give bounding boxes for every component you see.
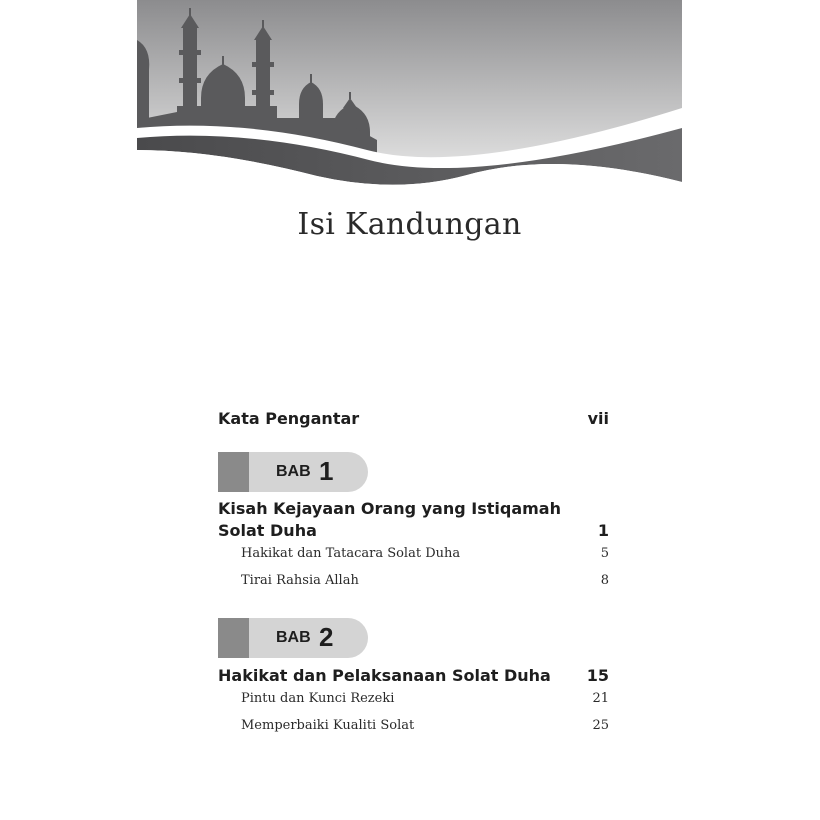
badge-bar <box>218 452 249 492</box>
badge-number: 1 <box>319 456 334 486</box>
badge-pill <box>249 452 368 492</box>
toc-entry-label: Pintu dan Kunci Rezeki <box>241 691 395 706</box>
toc-entry-label: Kisah Kejayaan Orang yang Istiqamah <box>218 499 561 518</box>
chapter-badge-1 <box>218 452 368 492</box>
toc-entry-label: Hakikat dan Pelaksanaan Solat Duha <box>218 666 551 685</box>
toc-entry-label: Solat Duha <box>218 521 317 540</box>
toc-entry-page: 8 <box>600 573 609 588</box>
badge-bar <box>218 618 249 658</box>
toc-section-2-2[interactable] <box>218 717 609 735</box>
toc-entry-label: Hakikat dan Tatacara Solat Duha <box>241 546 461 561</box>
toc-entry-page: vii <box>587 409 609 428</box>
book-page <box>137 0 682 820</box>
toc-section-1-2[interactable] <box>218 572 609 590</box>
toc-entry-page: 21 <box>592 691 609 706</box>
toc-entry-page: 1 <box>597 521 609 540</box>
toc-chapter-2-title[interactable] <box>218 665 609 686</box>
toc-entry-label: Tirai Rahsia Allah <box>241 573 359 588</box>
toc-entry-page: 25 <box>592 718 609 733</box>
badge-word: BAB <box>276 463 311 480</box>
toc-section-1-1[interactable] <box>218 545 609 563</box>
badge-pill <box>249 618 368 658</box>
badge-word: BAB <box>276 629 311 646</box>
toc-chapter-1-title-line2[interactable] <box>218 520 609 541</box>
page-title: Isi Kandungan <box>297 207 522 242</box>
toc-entry-label: Memperbaiki Kualiti Solat <box>241 718 415 733</box>
toc-chapter-1-title-line1[interactable] <box>218 498 609 519</box>
chapter-badge-2 <box>218 618 368 658</box>
toc-entry-page: 5 <box>600 546 609 561</box>
mosque-silhouette-icon <box>137 0 682 190</box>
toc-section-2-1[interactable] <box>218 690 609 708</box>
toc-entry-intro[interactable] <box>218 408 609 429</box>
toc-entry-page: 15 <box>586 666 609 685</box>
badge-number: 2 <box>319 622 334 652</box>
mosque-banner <box>137 0 682 190</box>
toc-entry-label: Kata Pengantar <box>218 409 360 428</box>
